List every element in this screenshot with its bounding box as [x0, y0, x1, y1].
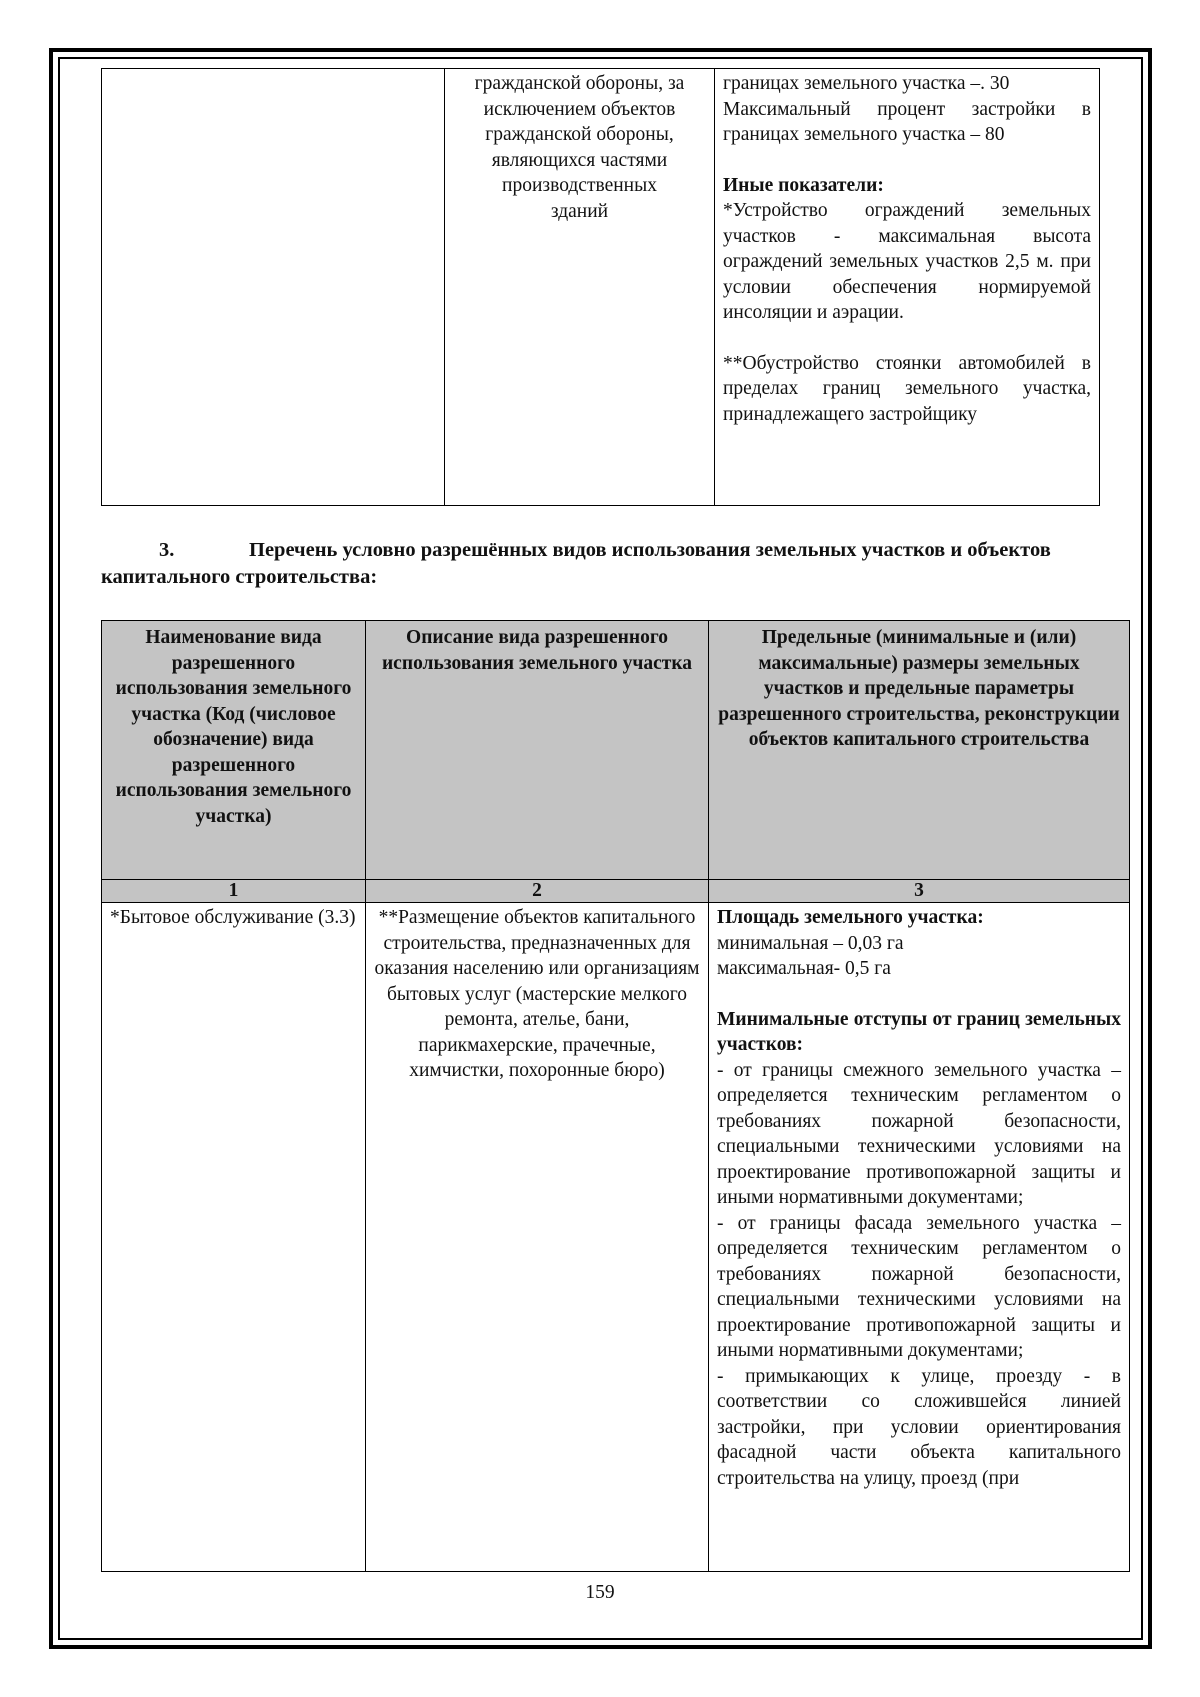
column-number: 2	[366, 880, 709, 903]
col2-line: гражданской обороны,	[485, 124, 674, 145]
max-coverage-percent: Максимальный процент застройки в границах земельного участка – 80	[723, 98, 1091, 145]
max-coverage-end: границах земельного участка –. 30	[723, 73, 1010, 94]
column-number: 1	[102, 880, 366, 903]
continued-col3-cell	[715, 69, 1100, 506]
section-title: Перечень условно разрешённых видов использования земельных участков и объектов капитального строительства:	[101, 539, 1051, 588]
setback-adjacent: - от границы смежного земельного участка – определяется техническим регламентом о требованиях пожарной безопасности, специальными техническими условиями на проектирование противопожарной защиты и иными нормативными документами;	[717, 1059, 1121, 1208]
section-heading	[101, 537, 1099, 591]
col2-line: зданий	[550, 200, 609, 222]
use-parameters	[709, 903, 1130, 1572]
column-number: 3	[709, 880, 1130, 903]
fence-requirement: *Устройство ограждений земельных участков - максимальная высота ограждений земельных участков 2,5 м. при условии обеспечения нормируемой инсоляции и аэрации.	[723, 200, 1091, 323]
area-title: Площадь земельного участка:	[717, 907, 984, 928]
col2-line: гражданской обороны, за	[474, 73, 685, 94]
setbacks-title: Минимальные отступы от границ земельных участков:	[717, 1008, 1121, 1055]
col2-line: являющихся частями	[491, 149, 668, 171]
use-description: **Размещение объектов капитального строительства, предназначенных для оказания населению или организациям бытовых услуг (мастерские мелкого ремонта, ателье, бани, парикмахерские, прачечные, химчистки, похоронные бюро)	[366, 903, 709, 1572]
section-number: 3.	[159, 539, 175, 561]
col2-line: исключением объектов	[483, 98, 676, 120]
header-description: Описание вида разрешенного использования земельного участка	[366, 621, 709, 880]
header-parameters: Предельные (минимальные и (или) максимальные) размеры земельных участков и предельные параметры разрешенного строительства, реконструкции объектов капитального строительства	[709, 621, 1130, 880]
parking-requirement: **Обустройство стоянки автомобилей в пределах границ земельного участка, принадлежащего застройщику	[723, 352, 1091, 425]
col2-line: производственных	[502, 175, 657, 196]
use-name: *Бытовое обслуживание (3.3)	[102, 903, 366, 1572]
continued-col1-cell	[102, 69, 445, 506]
other-indicators-title: Иные показатели:	[723, 174, 884, 196]
continued-table	[101, 68, 1100, 506]
conditional-uses-table	[101, 620, 1130, 1572]
area-max: максимальная- 0,5 га	[717, 958, 891, 979]
setback-street: - примыкающих к улице, проезду - в соответствии со сложившейся линией застройки, при условии ориентирования фасадной части объекта капитального строительства на улицу, проезд (при	[717, 1365, 1121, 1489]
setback-facade: - от границы фасада земельного участка – определяется техническим регламентом о требованиях пожарной безопасности, специальными техническими условиями на проектирование противопожарной защиты и иными нормативными документами;	[717, 1212, 1121, 1361]
table-row	[102, 903, 1130, 1572]
area-min: минимальная – 0,03 га	[717, 932, 904, 954]
header-name: Наименование вида разрешенного использования земельного участка (Код (числовое обозначение) вида разрешенного использования земельного участка)	[102, 621, 366, 880]
page-number: 159	[585, 1582, 615, 1603]
continued-col2-cell	[445, 69, 715, 506]
